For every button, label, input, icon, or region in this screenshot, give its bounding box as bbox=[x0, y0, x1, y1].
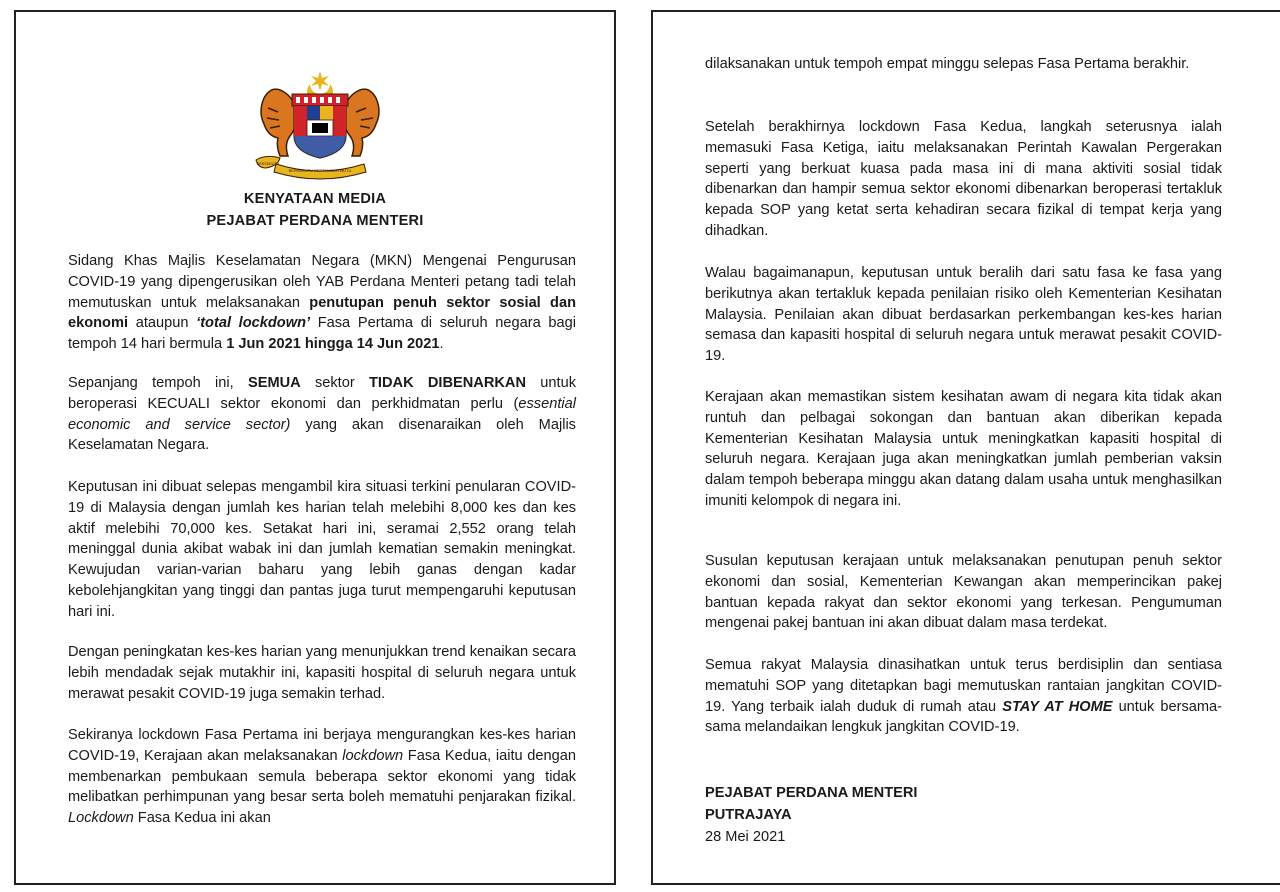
sign-place: PUTRAJAYA bbox=[705, 807, 792, 823]
sign-date: 28 Mei 2021 bbox=[705, 829, 786, 845]
svg-text:BERSEKUTU BERTAMBAH MUTU: BERSEKUTU BERTAMBAH MUTU bbox=[288, 168, 352, 173]
paragraph-8: Walau bagaimanapun, keputusan untuk beralih dari satu fasa ke fasa yang berikutnya akan tertakluk kepada penilaian risiko oleh Kementerian Kesihatan Malaysia. Penilaian akan dibuat berdasarkan perkembangan kes-kes harian semasa dan kapasiti hospital di seluruh negara untuk merawat pesakit COVID-19. bbox=[705, 265, 1222, 365]
paragraph-11: Semua rakyat Malaysia dinasihatkan untuk terus berdisiplin dan sentiasa mematuhi SOP yang ditetapkan bagi memutuskan rantaian jangkitan COVID-19. Yang terbaik ialah duduk di rumah atau STAY AT HOME untuk bersama-sama melandaikan lengkuk jangkitan COVID-19. bbox=[705, 657, 1222, 736]
paragraph-4: Dengan peningkatan kes-kes harian yang menunjukkan trend kenaikan secara lebih mendadak sejak mutakhir ini, kapasiti hospital di seluruh negara untuk merawat pesakit COVID-19 juga semakin terhad. bbox=[68, 644, 576, 702]
paragraph-6: dilaksanakan untuk tempoh empat minggu selepas Fasa Pertama berakhir. bbox=[705, 56, 1190, 72]
paragraph-2: Sepanjang tempoh ini, SEMUA sektor TIDAK DIBENARKAN untuk beroperasi KECUALI sektor ekonomi dan perkhidmatan perlu (essential economic and service sector) yang akan disenaraikan oleh Majlis Keselamatan Negara. bbox=[68, 375, 576, 454]
paragraph-7: Setelah berakhirnya lockdown Fasa Kedua, langkah seterusnya ialah memasuki Fasa Ketiga, iaitu melaksanakan Perintah Kawalan Pergerakan seperti yang berkuat kuasa pada masa ini di mana aktiviti sosial tidak dibenarkan dan hampir semua sektor ekonomi dibenarkan beroperasi tertakluk kepada SOP yang ketat serta kehadiran secara fizikal di tempat kerja yang dihadkan. bbox=[705, 119, 1222, 239]
paragraph-9: Kerajaan akan memastikan sistem kesihatan awam di negara kita tidak akan runtuh dan pelbagai sokongan dan bantuan akan diberikan kepada Kementerian Kesihatan Malaysia untuk meningkatkan kapasiti hospital di seluruh negara. Kerajaan juga akan meningkatkan jumlah pemberian vaksin dalam tempoh beberapa minggu akan datang dalam usaha untuk menghasilkan imuniti kelompok di negara ini. bbox=[705, 389, 1222, 509]
paragraph-5: Sekiranya lockdown Fasa Pertama ini berjaya mengurangkan kes-kes harian COVID-19, Kerajaan akan melaksanakan lockdown Fasa Kedua, iaitu dengan membenarkan pembukaan semula beberapa sektor ekonomi yang tidak melibatkan perhimpunan yang besar serta boleh mematuhi penjarakan fizikal. Lockdown Fasa Kedua ini akan bbox=[68, 727, 576, 827]
paragraph-3: Keputusan ini dibuat selepas mengambil kira situasi terkini penularan COVID-19 di Malaysia dengan jumlah kes harian telah melebihi 8,000 kes dan kes aktif melebihi 70,000 kes. Setakat hari ini, seramai 2,552 orang telah meninggal dunia akibat wabak ini dan jumlah kematian semakin meningkat. Kewujudan varian-varian baharu yang lebih ganas dengan kadar kebolehjangkitan yang tinggi dan pantas juga turut mempengaruhi keputusan hari ini. bbox=[68, 479, 576, 620]
heading-kenyataan-media: KENYATAAN MEDIA bbox=[243, 191, 387, 207]
sign-office: PEJABAT PERDANA MENTERI bbox=[705, 785, 918, 801]
signature-block bbox=[705, 782, 917, 848]
press-release-page-1 bbox=[14, 10, 616, 885]
svg-text:BERSEKUTU: BERSEKUTU bbox=[257, 162, 279, 166]
malaysia-coat-of-arms-icon bbox=[252, 68, 388, 180]
heading-office: PEJABAT PERDANA MENTERI bbox=[206, 213, 424, 229]
paragraph-1: Sidang Khas Majlis Keselamatan Negara (MKN) Mengenai Pengurusan COVID-19 yang dipengerusikan oleh YAB Perdana Menteri petang tadi telah memutuskan untuk melaksanakan penutupan penuh sektor sosial dan ekonomi ataupun ‘total lockdown’ Fasa Pertama di seluruh negara bagi tempoh 14 hari bermula 1 Jun 2021 hingga 14 Jun 2021. bbox=[68, 253, 576, 353]
press-release-page-2 bbox=[651, 10, 1280, 885]
paragraph-10: Susulan keputusan kerajaan untuk melaksanakan penutupan penuh sektor ekonomi dan sosial, Kementerian Kewangan akan memperincikan pakej bantuan kepada rakyat dan sektor ekonomi yang terkesan. Pengumuman mengenai pakej bantuan ini akan dibuat dalam masa terdekat. bbox=[705, 553, 1222, 632]
